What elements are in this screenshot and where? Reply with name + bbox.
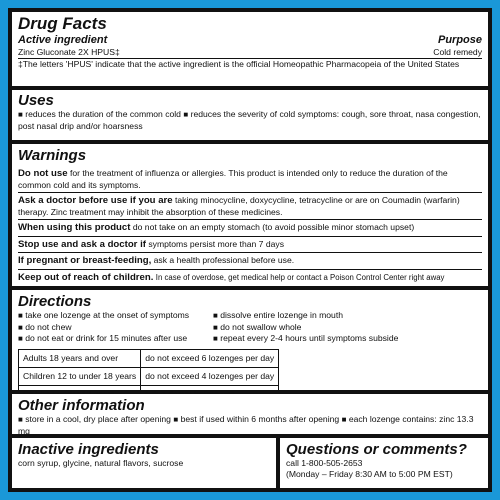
warning-lead: When using this product: [18, 222, 131, 233]
other-information-section: [12, 394, 488, 434]
warning-lead: Keep out of reach of children.: [18, 271, 154, 283]
directions-left-column: [18, 310, 213, 345]
direction-text: do not eat or drink for 15 minutes after use: [25, 333, 188, 343]
direction-item: [18, 310, 213, 322]
drug-facts-section: [12, 12, 488, 86]
warning-lead: If pregnant or breast-feeding,: [18, 255, 152, 266]
hpus-footnote: ‡The letters 'HPUS' indicate that the active ingredient is the official Homeopathic Pharmacopeia of the United States: [18, 58, 482, 70]
direction-text: repeat every 2-4 hours until symptoms subside: [220, 333, 399, 343]
purpose-heading: Purpose: [437, 34, 482, 46]
uses-item-cont: post nasal drip and/or hoarsness: [18, 120, 143, 131]
uses-item: reduces the duration of the common cold: [25, 109, 181, 119]
bullet-icon: ■: [213, 322, 218, 332]
direction-text: do not chew: [25, 321, 72, 332]
table-row: [19, 349, 279, 367]
uses-item: reduces the severity of cold symptoms: cough, sore throat, nasa congestion,: [190, 109, 481, 119]
dosage-amount: do not exceed 4 lozenges per day: [141, 367, 279, 385]
other-item: store in a cool, dry place after opening: [25, 414, 171, 424]
direction-item: [213, 310, 482, 322]
questions-heading: Questions or comments?: [286, 441, 467, 458]
uses-heading: Uses: [18, 92, 54, 109]
bullet-icon: ■: [173, 415, 179, 424]
warning-ask-doctor: [18, 193, 482, 220]
bullet-icon: ■: [213, 311, 218, 320]
warning-when-using: [18, 220, 482, 237]
other-item: best if used within 6 months after opening: [180, 414, 340, 424]
warning-lead: Do not use: [18, 168, 68, 179]
direction-text: dissolve entire lozenge in mouth: [220, 310, 344, 320]
warnings-heading: Warnings: [18, 147, 87, 164]
warnings-section: [12, 144, 488, 286]
uses-section: [12, 90, 488, 140]
direction-item: [18, 322, 213, 334]
warning-pregnant: [18, 253, 482, 270]
active-ingredient-heading: Active ingredient: [18, 34, 108, 46]
direction-item: [18, 333, 213, 345]
bullet-icon: ■: [341, 415, 347, 424]
direction-item: [213, 333, 482, 345]
bullet-icon: ■: [18, 322, 23, 332]
bullet-icon: ■: [183, 110, 189, 119]
direction-item: [213, 322, 482, 334]
warning-text: for the treatment of influenza or allergies. This product is intended only to reduce the duration of the common cold and its symptoms.: [18, 168, 448, 190]
warning-keep-out: [18, 270, 482, 286]
uses-text: [18, 109, 482, 131]
table-row: [19, 367, 279, 385]
warning-text: ask a health professional before use.: [153, 255, 295, 265]
directions-section: [12, 290, 488, 390]
other-information-text: [18, 414, 482, 436]
direction-text: do not swallow whole: [220, 321, 302, 332]
inactive-ingredients-section: [12, 438, 276, 488]
warning-do-not-use: [18, 166, 482, 193]
warning-text: symptoms persist more than 7 days: [148, 238, 284, 249]
warning-text: do not take on an empty stomach (to avoid possible minor stomach upset): [132, 222, 415, 232]
directions-list: [18, 310, 482, 345]
dosage-age: Adults 18 years and over: [19, 349, 141, 367]
dosage-amount: do not exceed 6 lozenges per day: [141, 349, 279, 367]
inactive-ingredients-heading: Inactive ingredients: [18, 441, 159, 458]
warning-text: taking minocycline, doxycycline, tetracycline or are on Coumadin (warfarin) therapy. Zinc treatment may inhibit the absorption of these medicines.: [18, 195, 460, 217]
warning-lead: Ask a doctor before use if you are: [18, 195, 173, 206]
bullet-icon: ■: [213, 334, 218, 343]
questions-hours: (Monday – Friday 8:30 AM to 5:00 PM EST): [286, 468, 453, 479]
direction-text: take one lozenge at the onset of symptoms: [25, 310, 190, 320]
warning-text: In case of overdose, get medical help or contact a Poison Control Center right away: [155, 272, 445, 282]
directions-right-column: [213, 310, 482, 345]
bullet-icon: ■: [18, 311, 23, 320]
questions-section: [280, 438, 488, 488]
drug-facts-title: Drug Facts: [18, 14, 107, 33]
directions-heading: Directions: [18, 293, 92, 310]
active-ingredient: Zinc Gluconate 2X HPUS‡: [18, 47, 120, 57]
purpose-value: Cold remedy: [433, 47, 482, 57]
bullet-icon: ■: [18, 110, 23, 119]
warning-stop-use: [18, 237, 482, 254]
inactive-ingredients-text: corn syrup, glycine, natural flavors, sucrose: [18, 458, 184, 468]
bullet-icon: ■: [18, 334, 23, 343]
warning-lead: Stop use and ask a doctor if: [18, 238, 146, 250]
bullet-icon: ■: [18, 415, 23, 424]
other-information-heading: Other information: [18, 397, 145, 414]
drug-facts-panel: [8, 8, 492, 492]
other-item: each lozenge contains: zinc 13.3 mg: [18, 414, 474, 436]
dosage-age: Children 12 to under 18 years: [19, 367, 141, 385]
questions-phone: call 1-800-505-2653: [286, 458, 363, 468]
